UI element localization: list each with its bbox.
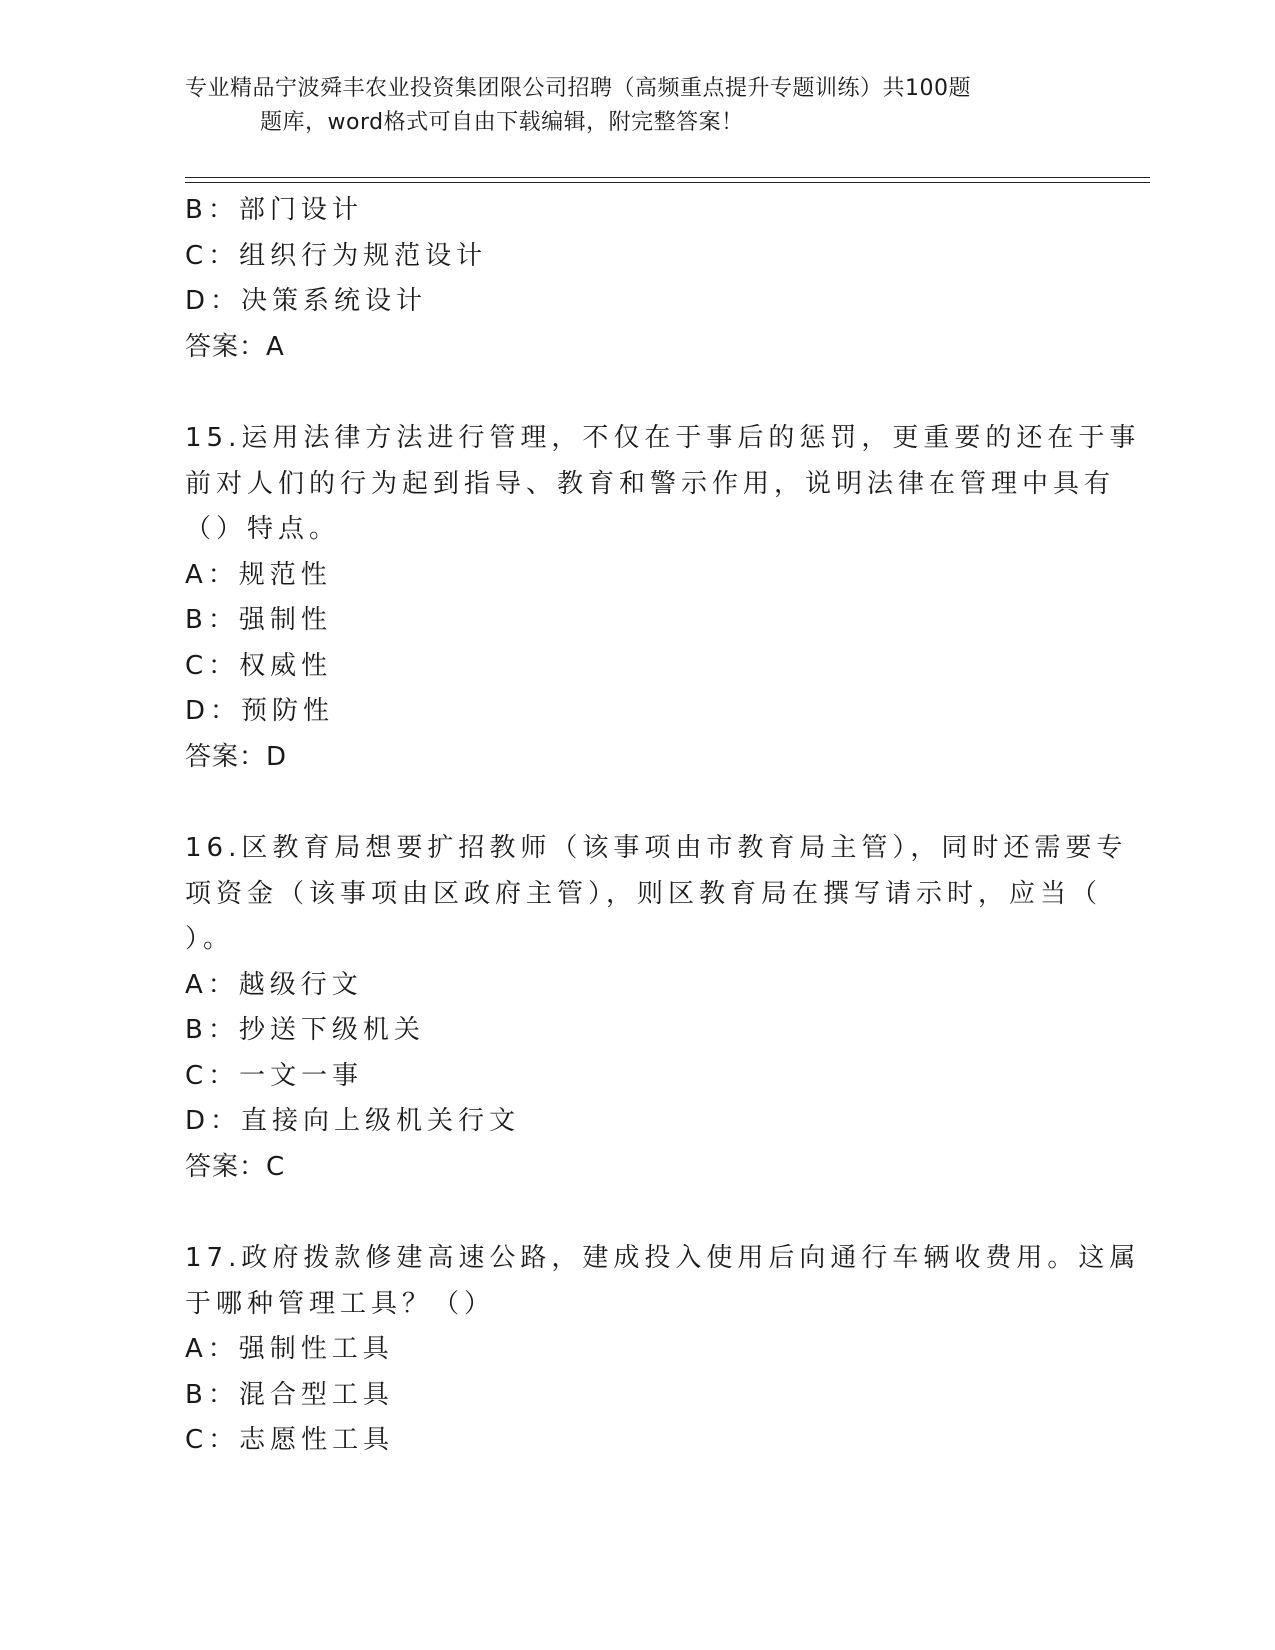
question-15 — [185, 416, 1141, 780]
question-text-line: 15.运用法律方法进行管理，不仅在于事后的惩罚，更重要的还在于事 — [185, 423, 1141, 453]
header-rule-top — [185, 177, 1150, 178]
option-c: C：一文一事 — [185, 1060, 364, 1091]
answer: 答案：D — [185, 741, 288, 772]
question-text-line: 16.区教育局想要扩招教师（该事项由市教育局主管），同时还需要专 — [185, 833, 1128, 863]
question-14-tail — [185, 188, 1085, 370]
option-c: C：志愿性工具 — [185, 1425, 395, 1455]
question-text-line: 于哪种管理工具？（） — [185, 1288, 496, 1319]
answer: 答案：A — [185, 331, 285, 362]
question-text-line: （）特点。 — [185, 514, 341, 544]
question-list — [185, 188, 1141, 1464]
option-d: D：决策系统设计 — [185, 286, 428, 316]
question-text-line: 17.政府拨款修建高速公路，建成投入使用后向通行车辆收费用。这属 — [185, 1243, 1141, 1273]
document-header — [185, 72, 1105, 140]
option-d: D：预防性 — [185, 696, 335, 726]
question-text-line: ）。 — [185, 924, 235, 954]
question-16 — [185, 826, 1128, 1190]
option-a: A：强制性工具 — [185, 1334, 394, 1364]
question-text-line: 项资金（该事项由区政府主管），则区教育局在撰写请示时，应当（ — [185, 878, 1103, 909]
option-b: B：强制性 — [185, 605, 332, 635]
option-b: B：混合型工具 — [185, 1379, 394, 1410]
question-text-line: 前对人们的行为起到指导、教育和警示作用，说明法律在管理中具有 — [185, 468, 1116, 499]
option-c: C：组织行为规范设计 — [185, 240, 488, 271]
question-17 — [185, 1236, 1141, 1464]
option-b: B：抄送下级机关 — [185, 1015, 425, 1045]
option-b: B：部门设计 — [185, 195, 363, 225]
option-a: A：越级行文 — [185, 969, 363, 1000]
option-d: D：直接向上级机关行文 — [185, 1106, 521, 1136]
answer: 答案：C — [185, 1151, 286, 1182]
header-line-1: 专业精品宁波舜丰农业投资集团限公司招聘（高频重点提升专题训练）共100题 — [185, 76, 971, 101]
header-line-2: 题库，word格式可自由下载编辑，附完整答案！ — [260, 110, 744, 135]
option-c: C：权威性 — [185, 650, 333, 681]
header-rule-bottom — [185, 182, 1150, 183]
option-a: A：规范性 — [185, 559, 332, 590]
